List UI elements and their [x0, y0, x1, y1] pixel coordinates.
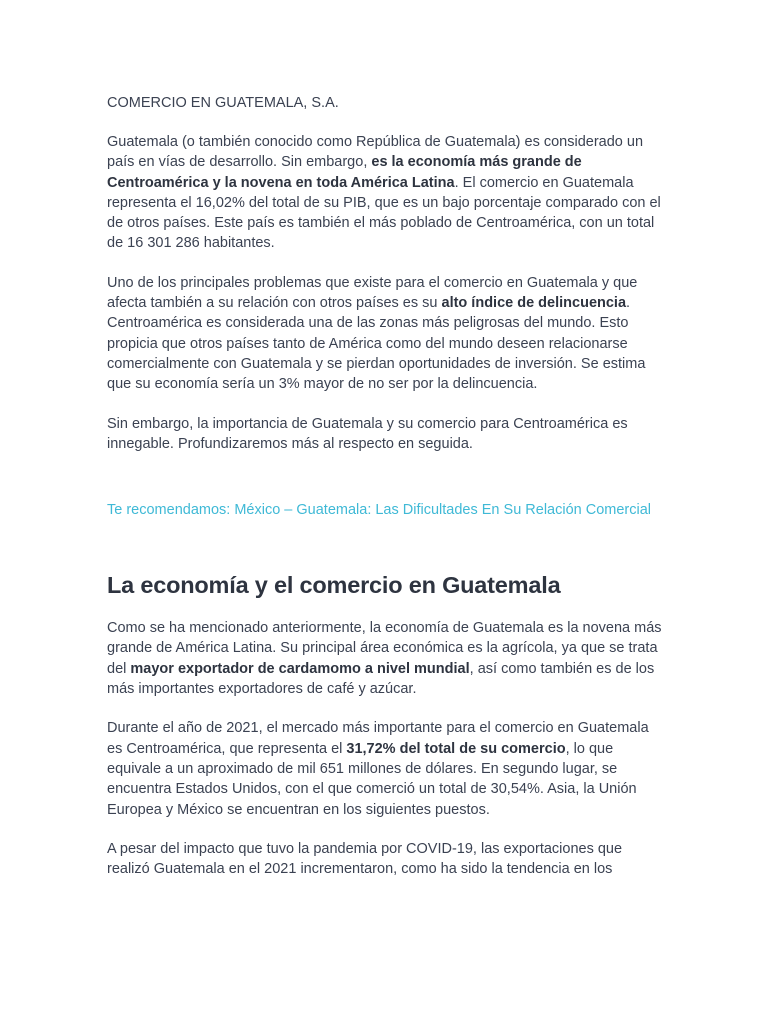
document-page: [107, 93, 663, 898]
intro-paragraph-2: [107, 273, 663, 395]
text-run: Guatemala (o también conocido como República de Guatemala) es considerado un país en vías de desarrollo. Sin embargo,: [107, 134, 644, 171]
text-run: , lo que equivale a un aproximado de mil 651 millones de dólares. En segundo lugar, se encuentra Estados Unidos, con el que comerció un total de 30,54%. Asia, la Unión Europea y México se encuentran en los siguientes puestos.: [107, 740, 637, 818]
text-run: , así como también es de los más importantes exportadores de café y azúcar.: [107, 660, 655, 698]
section-paragraph-3: A pesar del impacto que tuvo la pandemia por COVID-19, las exportaciones que realizó Guatemala en el 2021 incrementaron, como ha sido la tendencia en los: [107, 840, 623, 878]
text-run: Como se ha mencionado anteriormente, la economía de Guatemala es la novena más grande de América Latina. Su principal área económica es la agrícola, ya que se trata del: [107, 620, 662, 677]
section-paragraph-2: [107, 718, 663, 819]
text-run: Uno de los principales problemas que existe para el comercio en Guatemala y que afecta también a su relación con otros países es su: [107, 274, 638, 312]
text-run: Durante el año de 2021, el mercado más importante para el comercio en Guatemala es Centroamérica, que representa el: [107, 720, 649, 757]
intro-paragraph-3: Sin embargo, la importancia de Guatemala y su comercio para Centroamérica es innegable. Profundizaremos más al respecto en seguida.: [107, 415, 628, 452]
document-title: COMERCIO EN GUATEMALA, S.A.: [107, 95, 339, 111]
bold-text: es la economía más grande de Centroamérica y la novena en toda América Latina: [107, 154, 582, 191]
intro-paragraph-1: [107, 132, 663, 254]
bold-text: 31,72% del total de su comercio: [346, 740, 566, 757]
bold-text: mayor exportador de cardamomo a nivel mundial: [130, 660, 470, 677]
text-run: . El comercio en Guatemala representa el 16,02% del total de su PIB, que es un bajo porcentaje comparado con el de otros países. Este país es también el más poblado de Centroamérica, con un total de 16 301 286 habitantes.: [107, 174, 661, 252]
text-run: . Centroamérica es considerada una de las zonas más peligrosas del mundo. Esto propicia que otros países tanto de América como del mundo deseen relacionarse comercialmente con Guatemala y se pierdan oportunidades de inversión. Se estima que su economía sería un 3% mayor de no ser por la delincuencia.: [107, 295, 646, 393]
section-paragraph-1: [107, 618, 663, 699]
recommendation-link[interactable]: Te recomendamos: México – Guatemala: Las Dificultades En Su Relación Comercial: [107, 502, 651, 519]
bold-text: alto índice de delincuencia: [441, 295, 627, 312]
section-heading: La economía y el comercio en Guatemala: [107, 572, 561, 599]
